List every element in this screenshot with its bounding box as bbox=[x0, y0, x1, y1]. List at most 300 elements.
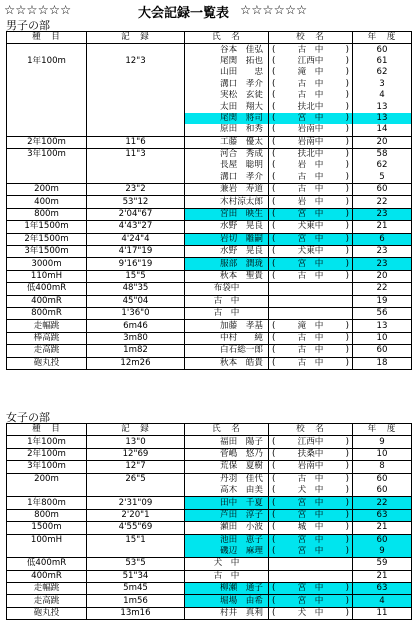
name-cell: 工藤 優太 bbox=[185, 136, 269, 148]
event-cell: 砲丸投 bbox=[7, 357, 87, 369]
name-cell: 秋本 皓貴 bbox=[185, 357, 269, 369]
header-record: 記 録 bbox=[87, 32, 185, 44]
table-row bbox=[7, 101, 412, 112]
name-cell: 高木 由美 bbox=[185, 485, 269, 497]
school-cell: ( 宮 中 ) bbox=[269, 595, 353, 607]
title-text: 大会記録一覧表 bbox=[138, 6, 230, 21]
event-cell: 走幅跳 bbox=[7, 583, 87, 595]
school-cell: ( 岩南中 ) bbox=[269, 461, 353, 473]
school-name: 宮 中 bbox=[297, 233, 324, 244]
event-cell bbox=[7, 172, 87, 184]
name-cell: 岩切 雕嗣 bbox=[185, 233, 269, 245]
name-cell: 長屋 聡明 bbox=[185, 160, 269, 171]
school-cell: ( 扶桑中 ) bbox=[269, 448, 353, 460]
table-row bbox=[7, 509, 412, 521]
school-cell: ( 古 中 ) bbox=[269, 90, 353, 101]
name-cell: 田中 千夏 bbox=[185, 497, 269, 509]
school-name: 宮 中 bbox=[297, 258, 324, 269]
event-cell: 2年1500m bbox=[7, 233, 87, 245]
header-name: 氏 名 bbox=[185, 424, 269, 436]
school-cell: ( 城 中 ) bbox=[269, 522, 353, 534]
school-name: 宮 中 bbox=[297, 497, 324, 508]
event-cell: 低400mR bbox=[7, 558, 87, 570]
event-cell: 2年100m bbox=[7, 448, 87, 460]
year-cell: 22 bbox=[353, 196, 412, 208]
record-cell: 13"0 bbox=[87, 436, 185, 448]
record-cell: 6m46 bbox=[87, 320, 185, 332]
school-name: 扶桑中 bbox=[297, 448, 324, 459]
table-row bbox=[7, 461, 412, 473]
table-header-row bbox=[7, 424, 412, 436]
record-cell: 12"7 bbox=[87, 461, 185, 473]
year-cell: 60 bbox=[353, 473, 412, 485]
record-cell: 48"35 bbox=[87, 283, 185, 295]
event-cell bbox=[7, 546, 87, 558]
record-cell: 12"3 bbox=[87, 56, 185, 67]
table-row bbox=[7, 307, 412, 319]
school-name: 古 中 bbox=[297, 90, 324, 101]
event-cell: 200m bbox=[7, 473, 87, 485]
name-cell: 尾関 拓也 bbox=[185, 56, 269, 67]
school-name: 古 中 bbox=[297, 332, 324, 343]
record-cell: 23"2 bbox=[87, 184, 185, 196]
school-cell bbox=[269, 295, 353, 307]
year-cell: 3 bbox=[353, 79, 412, 90]
school-cell: ( 宮 中 ) bbox=[269, 113, 353, 124]
year-cell: 22 bbox=[353, 283, 412, 295]
table-row bbox=[7, 534, 412, 546]
school-name: 犬東中 bbox=[297, 246, 324, 257]
event-cell: 低400mR bbox=[7, 283, 87, 295]
record-cell bbox=[87, 79, 185, 90]
name-cell: 尾関 將司 bbox=[185, 113, 269, 124]
event-cell: 1500m bbox=[7, 522, 87, 534]
school-cell: ( 江西中 ) bbox=[269, 436, 353, 448]
table-row bbox=[7, 473, 412, 485]
year-cell: 62 bbox=[353, 67, 412, 78]
name-cell: 山田 忠 bbox=[185, 67, 269, 78]
event-cell: 走幅跳 bbox=[7, 320, 87, 332]
name-cell: 木村涼太郎 bbox=[185, 196, 269, 208]
year-cell: 23 bbox=[353, 208, 412, 220]
record-cell bbox=[87, 44, 185, 56]
name-cell: 荒保 夏樹 bbox=[185, 461, 269, 473]
name-cell: 丹羽 佳代 bbox=[185, 473, 269, 485]
table-row bbox=[7, 522, 412, 534]
school-cell: ( 滝 中 ) bbox=[269, 320, 353, 332]
table-row bbox=[7, 345, 412, 357]
school-cell: ( 宮 中 ) bbox=[269, 509, 353, 521]
table-row bbox=[7, 56, 412, 67]
school-name: 古 中 bbox=[297, 78, 324, 89]
table-row bbox=[7, 258, 412, 270]
school-cell: ( 古 中 ) bbox=[269, 345, 353, 357]
school-name: 滝 中 bbox=[297, 320, 324, 331]
record-cell: 1m82 bbox=[87, 345, 185, 357]
record-cell bbox=[87, 172, 185, 184]
year-cell: 5 bbox=[353, 172, 412, 184]
record-cell: 1'36"0 bbox=[87, 307, 185, 319]
school-name: 扶北中 bbox=[297, 101, 324, 112]
boys-records-table bbox=[6, 31, 412, 370]
table-row bbox=[7, 546, 412, 558]
school-name: 古 中 bbox=[297, 271, 324, 281]
record-cell: 12m26 bbox=[87, 357, 185, 369]
table-row bbox=[7, 485, 412, 497]
school-name: 宮 中 bbox=[297, 583, 324, 594]
year-cell: 63 bbox=[353, 583, 412, 595]
school-cell: ( 古 中 ) bbox=[269, 473, 353, 485]
school-cell: ( 宮 中 ) bbox=[269, 258, 353, 270]
table-row bbox=[7, 196, 412, 208]
record-cell: 15"1 bbox=[87, 534, 185, 546]
year-cell: 18 bbox=[353, 357, 412, 369]
table-row bbox=[7, 436, 412, 448]
school-cell: ( 宮 中 ) bbox=[269, 534, 353, 546]
name-cell: 柳瀬 通子 bbox=[185, 583, 269, 595]
event-cell bbox=[7, 101, 87, 112]
record-cell: 2'31"09 bbox=[87, 497, 185, 509]
year-cell: 59 bbox=[353, 558, 412, 570]
record-cell bbox=[87, 124, 185, 136]
year-cell: 8 bbox=[353, 461, 412, 473]
school-name: 犬 中 bbox=[297, 608, 324, 619]
header-record: 記 録 bbox=[87, 424, 185, 436]
school-cell: ( 扶北中 ) bbox=[269, 101, 353, 112]
table-row bbox=[7, 320, 412, 332]
name-cell: 犬 中 bbox=[185, 558, 269, 570]
school-name: 犬 中 bbox=[297, 485, 324, 496]
table-row bbox=[7, 595, 412, 607]
record-cell bbox=[87, 67, 185, 78]
name-cell: 太田 翔大 bbox=[185, 101, 269, 112]
school-cell: ( 犬東中 ) bbox=[269, 221, 353, 233]
school-cell: ( 犬 中 ) bbox=[269, 485, 353, 497]
year-cell: 10 bbox=[353, 448, 412, 460]
record-cell: 26"5 bbox=[87, 473, 185, 485]
table-row bbox=[7, 283, 412, 295]
name-cell: 布袋中 bbox=[185, 283, 269, 295]
school-cell: ( 古 中 ) bbox=[269, 172, 353, 184]
record-cell: 4'55"69 bbox=[87, 522, 185, 534]
event-cell: 3年1500m bbox=[7, 246, 87, 258]
event-cell: 1年1500m bbox=[7, 221, 87, 233]
year-cell: 60 bbox=[353, 534, 412, 546]
year-cell: 21 bbox=[353, 522, 412, 534]
event-cell: 砲丸投 bbox=[7, 607, 87, 619]
name-cell: 芦田 淳子 bbox=[185, 509, 269, 521]
table-row bbox=[7, 160, 412, 171]
school-cell: ( 古 中 ) bbox=[269, 79, 353, 90]
school-name: 犬東中 bbox=[297, 221, 324, 232]
name-cell: 溝口 孝介 bbox=[185, 172, 269, 184]
record-cell bbox=[87, 546, 185, 558]
school-cell: ( 岩南中 ) bbox=[269, 124, 353, 136]
year-cell: 21 bbox=[353, 221, 412, 233]
school-cell bbox=[269, 307, 353, 319]
school-cell: ( 岩 中 ) bbox=[269, 160, 353, 171]
year-cell: 23 bbox=[353, 246, 412, 258]
event-cell: 400mR bbox=[7, 295, 87, 307]
year-cell: 60 bbox=[353, 184, 412, 196]
school-cell: ( 古 中 ) bbox=[269, 184, 353, 196]
record-cell bbox=[87, 90, 185, 101]
record-cell: 4'17"19 bbox=[87, 246, 185, 258]
event-cell bbox=[7, 124, 87, 136]
header-year: 年 度 bbox=[353, 32, 412, 44]
event-cell bbox=[7, 67, 87, 78]
name-cell: 谷本 佳弘 bbox=[185, 44, 269, 56]
page-title bbox=[0, 2, 420, 20]
record-cell: 51"34 bbox=[87, 570, 185, 582]
record-cell: 15"5 bbox=[87, 270, 185, 282]
record-cell bbox=[87, 160, 185, 171]
school-name: 岩 中 bbox=[297, 196, 324, 207]
event-cell: 1年100m bbox=[7, 56, 87, 67]
table-header-row bbox=[7, 32, 412, 44]
year-cell: 13 bbox=[353, 101, 412, 112]
school-cell: ( 宮 中 ) bbox=[269, 233, 353, 245]
table-row bbox=[7, 67, 412, 78]
name-cell: 中村 純 bbox=[185, 332, 269, 344]
table-row bbox=[7, 295, 412, 307]
year-cell: 60 bbox=[353, 44, 412, 56]
event-cell: 800m bbox=[7, 509, 87, 521]
school-name: 岩南中 bbox=[297, 461, 324, 472]
girls-section-label: 女子の部 bbox=[6, 411, 50, 424]
header-year: 年 度 bbox=[353, 424, 412, 436]
name-cell: 福田 陽子 bbox=[185, 436, 269, 448]
school-name: 古 中 bbox=[297, 44, 324, 55]
school-cell: ( 古 中 ) bbox=[269, 357, 353, 369]
name-cell: 堀場 由希 bbox=[185, 595, 269, 607]
event-cell bbox=[7, 44, 87, 56]
record-cell: 11"6 bbox=[87, 136, 185, 148]
record-cell: 2'20"1 bbox=[87, 509, 185, 521]
record-cell bbox=[87, 101, 185, 112]
event-cell: 走高跳 bbox=[7, 595, 87, 607]
year-cell: 62 bbox=[353, 160, 412, 171]
event-cell: 1年100m bbox=[7, 436, 87, 448]
name-cell: 兼岩 寿道 bbox=[185, 184, 269, 196]
boys-table-body bbox=[7, 44, 412, 370]
year-cell: 13 bbox=[353, 113, 412, 124]
school-name: 古 中 bbox=[297, 473, 324, 484]
name-cell: 古 中 bbox=[185, 295, 269, 307]
school-cell: ( 宮 中 ) bbox=[269, 583, 353, 595]
table-row bbox=[7, 570, 412, 582]
school-cell bbox=[269, 283, 353, 295]
record-cell: 4'43"27 bbox=[87, 221, 185, 233]
name-cell: 村井 真利 bbox=[185, 607, 269, 619]
school-cell: ( 古 中 ) bbox=[269, 332, 353, 344]
event-cell: 3年100m bbox=[7, 148, 87, 160]
school-cell: ( 岩 中 ) bbox=[269, 196, 353, 208]
table-row bbox=[7, 607, 412, 619]
year-cell: 56 bbox=[353, 307, 412, 319]
school-name: 岩南中 bbox=[297, 136, 324, 147]
name-cell: 秋本 聖貴 bbox=[185, 270, 269, 282]
table-row bbox=[7, 172, 412, 184]
record-cell bbox=[87, 485, 185, 497]
name-cell: 菅嶋 悠乃 bbox=[185, 448, 269, 460]
record-cell: 53"12 bbox=[87, 196, 185, 208]
year-cell: 4 bbox=[353, 595, 412, 607]
record-cell: 12"69 bbox=[87, 448, 185, 460]
table-row bbox=[7, 124, 412, 136]
school-cell: ( 滝 中 ) bbox=[269, 67, 353, 78]
table-row bbox=[7, 90, 412, 101]
event-cell: 2年100m bbox=[7, 136, 87, 148]
school-name: 城 中 bbox=[297, 522, 324, 533]
year-cell: 58 bbox=[353, 148, 412, 160]
year-cell: 60 bbox=[353, 485, 412, 497]
table-row bbox=[7, 270, 412, 282]
year-cell: 22 bbox=[353, 497, 412, 509]
year-cell: 63 bbox=[353, 509, 412, 521]
school-name: 宮 中 bbox=[297, 209, 324, 220]
year-cell: 14 bbox=[353, 124, 412, 136]
event-cell: 走高跳 bbox=[7, 345, 87, 357]
year-cell: 20 bbox=[353, 136, 412, 148]
name-cell: 河合 秀成 bbox=[185, 148, 269, 160]
header-school: 校 名 bbox=[269, 32, 353, 44]
event-cell bbox=[7, 113, 87, 124]
year-cell: 19 bbox=[353, 295, 412, 307]
name-cell: 宮田 映生 bbox=[185, 208, 269, 220]
table-row bbox=[7, 246, 412, 258]
school-name: 宮 中 bbox=[297, 112, 324, 123]
table-row bbox=[7, 332, 412, 344]
title-stars-left: ☆☆☆☆☆☆ bbox=[4, 2, 72, 17]
event-cell: 1年800m bbox=[7, 497, 87, 509]
school-cell: ( 宮 中 ) bbox=[269, 546, 353, 558]
table-row bbox=[7, 357, 412, 369]
name-cell: 原田 和秀 bbox=[185, 124, 269, 136]
table-row bbox=[7, 448, 412, 460]
name-cell: 水野 晃良 bbox=[185, 246, 269, 258]
record-cell: 4'24"4 bbox=[87, 233, 185, 245]
event-cell: 400mR bbox=[7, 570, 87, 582]
year-cell: 6 bbox=[353, 233, 412, 245]
girls-records-table bbox=[6, 423, 412, 620]
year-cell: 13 bbox=[353, 320, 412, 332]
event-cell: 200m bbox=[7, 184, 87, 196]
event-cell: 3年100m bbox=[7, 461, 87, 473]
school-cell: ( 宮 中 ) bbox=[269, 208, 353, 220]
year-cell: 11 bbox=[353, 607, 412, 619]
record-cell: 11"3 bbox=[87, 148, 185, 160]
name-cell: 池田 恵子 bbox=[185, 534, 269, 546]
year-cell: 9 bbox=[353, 436, 412, 448]
year-cell: 60 bbox=[353, 345, 412, 357]
name-cell: 磯辺 麻理 bbox=[185, 546, 269, 558]
school-name: 扶北中 bbox=[297, 149, 324, 160]
table-row bbox=[7, 208, 412, 220]
table-row bbox=[7, 233, 412, 245]
event-cell: 800mR bbox=[7, 307, 87, 319]
event-cell bbox=[7, 160, 87, 171]
school-name: 宮 中 bbox=[297, 595, 324, 606]
school-cell: ( 犬 中 ) bbox=[269, 607, 353, 619]
year-cell: 4 bbox=[353, 90, 412, 101]
event-cell bbox=[7, 90, 87, 101]
school-name: 宮 中 bbox=[297, 546, 324, 557]
event-cell bbox=[7, 79, 87, 90]
school-name: 江西中 bbox=[297, 55, 324, 66]
record-cell: 5m45 bbox=[87, 583, 185, 595]
event-cell: 3000m bbox=[7, 258, 87, 270]
table-row bbox=[7, 148, 412, 160]
event-cell: 800m bbox=[7, 208, 87, 220]
header-event: 種 目 bbox=[7, 32, 87, 44]
table-row bbox=[7, 136, 412, 148]
school-cell: ( 扶北中 ) bbox=[269, 148, 353, 160]
name-cell: 水野 晃良 bbox=[185, 221, 269, 233]
girls-table-body bbox=[7, 436, 412, 620]
header-school: 校 名 bbox=[269, 424, 353, 436]
table-row bbox=[7, 184, 412, 196]
event-cell: 100mH bbox=[7, 534, 87, 546]
event-cell: 110mH bbox=[7, 270, 87, 282]
table-row bbox=[7, 79, 412, 90]
school-cell: ( 古 中 ) bbox=[269, 270, 353, 282]
name-cell: 白石総一郎 bbox=[185, 345, 269, 357]
school-cell: ( 宮 中 ) bbox=[269, 497, 353, 509]
school-cell bbox=[269, 558, 353, 570]
event-cell: 400m bbox=[7, 196, 87, 208]
name-cell: 溝口 孝介 bbox=[185, 79, 269, 90]
name-cell: 加藤 孝基 bbox=[185, 320, 269, 332]
event-cell: 棒高跳 bbox=[7, 332, 87, 344]
school-name: 宮 中 bbox=[297, 534, 324, 545]
record-cell: 2'04"67 bbox=[87, 208, 185, 220]
school-cell: ( 犬東中 ) bbox=[269, 246, 353, 258]
record-cell: 53"5 bbox=[87, 558, 185, 570]
school-cell: ( 江西中 ) bbox=[269, 56, 353, 67]
boys-section-label: 男子の部 bbox=[6, 19, 50, 32]
record-cell: 9'16"19 bbox=[87, 258, 185, 270]
school-name: 岩南中 bbox=[297, 124, 324, 135]
record-cell: 13m16 bbox=[87, 607, 185, 619]
year-cell: 10 bbox=[353, 332, 412, 344]
table-row bbox=[7, 44, 412, 56]
school-name: 滝 中 bbox=[297, 67, 324, 78]
year-cell: 9 bbox=[353, 546, 412, 558]
record-cell bbox=[87, 113, 185, 124]
table-row bbox=[7, 558, 412, 570]
school-name: 岩 中 bbox=[297, 160, 324, 171]
name-cell: 服部 潤珑 bbox=[185, 258, 269, 270]
event-cell bbox=[7, 485, 87, 497]
year-cell: 61 bbox=[353, 56, 412, 67]
table-row bbox=[7, 221, 412, 233]
record-cell: 1m56 bbox=[87, 595, 185, 607]
school-name: 古 中 bbox=[297, 345, 324, 356]
record-cell: 3m80 bbox=[87, 332, 185, 344]
year-cell: 21 bbox=[353, 570, 412, 582]
school-name: 宮 中 bbox=[297, 509, 324, 520]
table-row bbox=[7, 583, 412, 595]
table-row bbox=[7, 113, 412, 124]
school-name: 江西中 bbox=[297, 436, 324, 447]
name-cell: 瀬田 小波 bbox=[185, 522, 269, 534]
name-cell: 古 中 bbox=[185, 307, 269, 319]
name-cell: 古 中 bbox=[185, 570, 269, 582]
school-name: 古 中 bbox=[297, 357, 324, 368]
school-name: 古 中 bbox=[297, 184, 324, 195]
record-cell: 45"04 bbox=[87, 295, 185, 307]
